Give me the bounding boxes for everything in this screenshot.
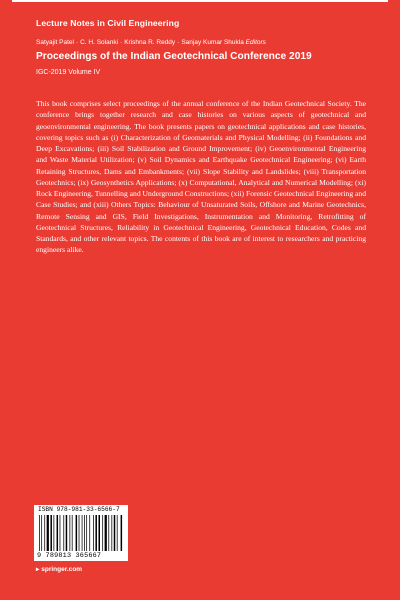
barcode-bar bbox=[44, 515, 45, 551]
editor-name: Krishna R. Reddy bbox=[124, 39, 176, 46]
barcode-bar bbox=[79, 515, 80, 551]
barcode-bar bbox=[95, 515, 97, 551]
series-title: Lecture Notes in Civil Engineering bbox=[36, 18, 180, 28]
barcode-bar bbox=[39, 515, 40, 551]
editors-role: Editors bbox=[245, 39, 266, 46]
editor-name: C. H. Solanki bbox=[80, 39, 119, 46]
barcode-bar bbox=[76, 515, 78, 551]
editor-separator: · bbox=[120, 39, 123, 46]
editor-name: Sanjay Kumar Shukla bbox=[181, 39, 244, 46]
barcode-bar bbox=[93, 515, 94, 551]
barcode-bar bbox=[111, 515, 112, 551]
barcode-icon bbox=[37, 515, 125, 551]
website-label: springer.com bbox=[41, 566, 83, 573]
isbn-text: ISBN 978-981-33-6566-7 bbox=[38, 506, 120, 513]
barcode-bar bbox=[114, 515, 116, 551]
barcode-bar bbox=[86, 515, 87, 551]
publisher-website[interactable] bbox=[36, 565, 82, 573]
barcode-bar bbox=[72, 515, 73, 551]
barcode-bar bbox=[70, 515, 71, 551]
arrow-right-icon: ▸ bbox=[36, 566, 40, 573]
barcode-bar bbox=[57, 515, 59, 551]
barcode-bar bbox=[41, 515, 42, 551]
barcode-bar bbox=[89, 515, 90, 551]
top-rule bbox=[12, 0, 388, 2]
barcode-bar bbox=[47, 515, 49, 551]
book-title: Proceedings of the Indian Geotechnical Conference 2019 bbox=[36, 51, 312, 62]
editor-separator: · bbox=[177, 39, 180, 46]
barcode-bar bbox=[108, 515, 109, 551]
book-subtitle: IGC-2019 Volume IV bbox=[36, 69, 101, 76]
barcode-bar bbox=[99, 515, 101, 551]
barcode-bar bbox=[50, 515, 52, 551]
barcode-bar bbox=[63, 515, 64, 551]
barcode-bar bbox=[60, 515, 61, 551]
editors-line bbox=[36, 39, 266, 46]
barcode-bar bbox=[121, 515, 123, 551]
barcode-digits: 9 789813 365667 bbox=[37, 552, 102, 560]
barcode-panel bbox=[34, 505, 128, 561]
book-description: This book comprises select proceedings of the annual conference of the Indian Geotechnical Society. The conference brings together research and case histories on various aspects of geotechnical and geoenvironmental engineering. The book presents papers on geotechnical applications and case histories, covering topics such as (i) Characterization of Geomaterials and Physical Modelling; (ii) Foundations and Deep Excavations; (iii) Soil Stabilization and Ground Improvement; (iv) Geoenvironmental Engineering and Waste Material Utilization; (v) Soil Dynamics and Earthquake Geotechnical Engineering; (vi) Earth Retaining Structures, Dams and Embankments; (vii) Slope Stability and Landslides; (viii) Transportation Geotechnics; (ix) Geosynthetics Applications; (x) Computational, Analytical and Numerical Modelling; (xi) Rock Engineering, Tunnelling and Underground Constructions; (xii) Forensic Geotechnical Engineering and Case Studies; and (xiii) Others Topics: Behaviour of Unsaturated Soils, Offshore and Marine Geotechnics, Remote Sensing and GIS, Field Investigations, Instrumentation and Monitoring, Retrofitting of Geotechnical Structures, Reliability in Geotechnical Engineering, Geotechnical Education, Codes and Standards, and other relevant topics. The contents of this book are of interest to researchers and practicing engineers alike. bbox=[36, 99, 366, 255]
barcode-bar bbox=[84, 515, 85, 551]
barcode-bar bbox=[66, 515, 68, 551]
barcode-bar bbox=[54, 515, 55, 551]
barcode-bar bbox=[117, 515, 118, 551]
editor-separator: · bbox=[75, 39, 79, 46]
editor-name: Satyajit Patel bbox=[36, 39, 74, 46]
barcode-bar bbox=[105, 515, 107, 551]
barcode-bar bbox=[82, 515, 83, 551]
barcode-bar bbox=[102, 515, 103, 551]
